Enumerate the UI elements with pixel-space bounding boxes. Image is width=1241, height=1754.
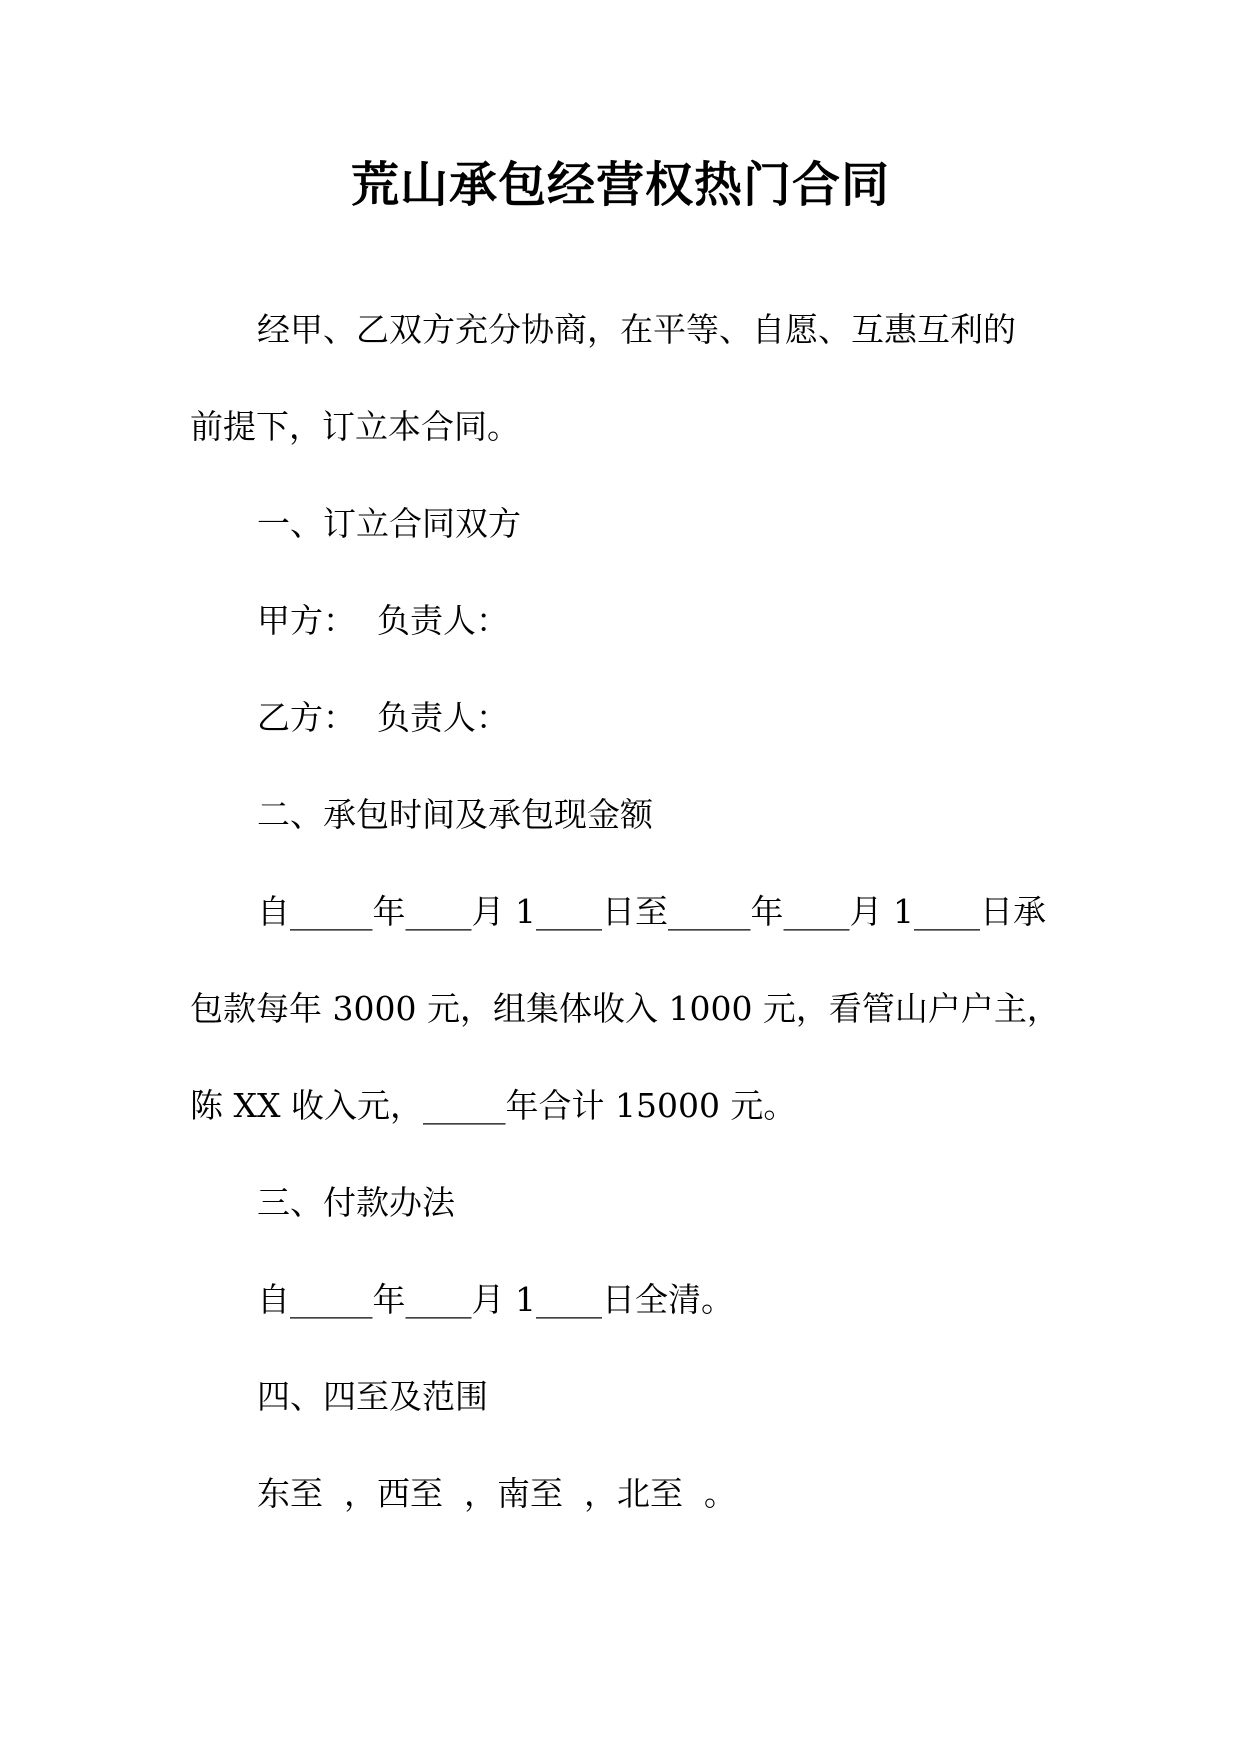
paragraph-intro-line2: 前提下，订立本合同。 — [190, 407, 520, 446]
document-title: 荒山承包经营权热门合同 — [350, 157, 890, 213]
payment-line: 自_____年____月 1____日全清。 — [257, 1280, 734, 1319]
party-a-line: 甲方： 负责人： — [257, 601, 509, 640]
paragraph-intro-line1: 经甲、乙双方充分协商，在平等、自愿、互惠互利的 — [257, 310, 1016, 349]
section-heading-payment: 三、付款办法 — [257, 1183, 455, 1222]
boundaries-line: 东至 ，西至 ，南至 ，北至 。 — [257, 1474, 737, 1513]
party-b-line: 乙方： 负责人： — [257, 698, 509, 737]
section-heading-boundaries: 四、四至及范围 — [257, 1377, 488, 1416]
term-line3: 陈 XX 收入元，_____年合计 15000 元。 — [190, 1086, 797, 1125]
section-heading-parties: 一、订立合同双方 — [257, 504, 521, 543]
term-line2: 包款每年 3000 元，组集体收入 1000 元，看管山户户主， — [190, 989, 1060, 1028]
term-line1: 自_____年____月 1____日至_____年____月 1____日承 — [257, 892, 1046, 931]
section-heading-term-amount: 二、承包时间及承包现金额 — [257, 795, 653, 834]
